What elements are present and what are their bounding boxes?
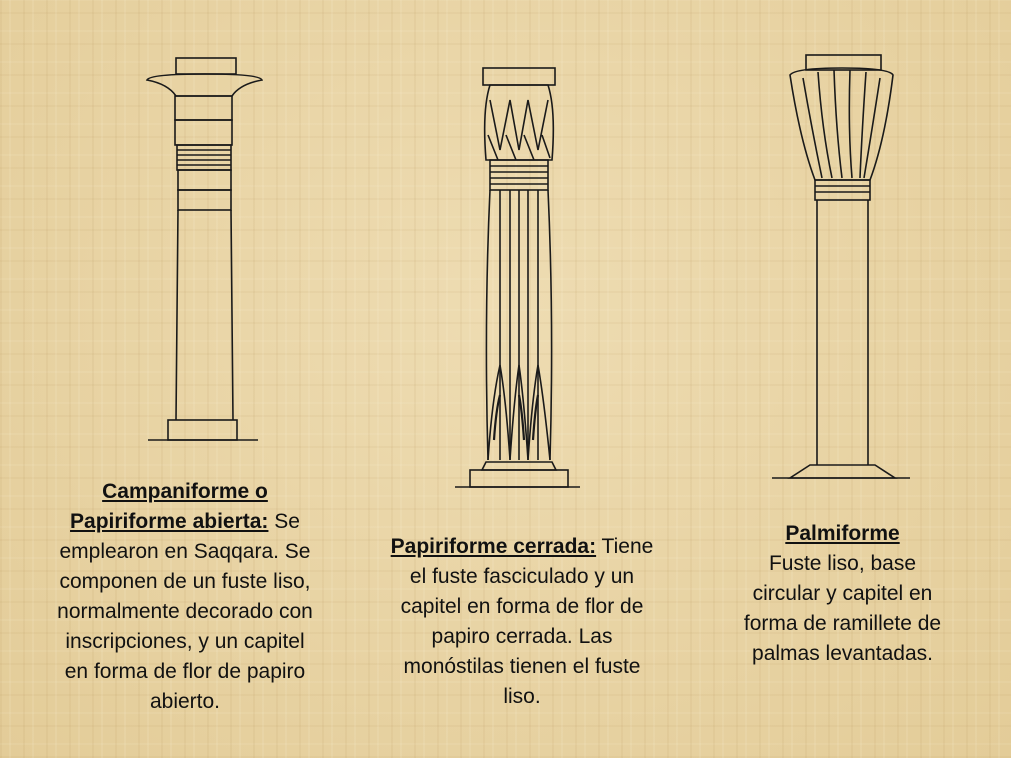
palmiform-title: Palmiforme xyxy=(785,522,900,545)
closed-papyriform-title: Papiriforme cerrada: xyxy=(390,535,597,558)
campaniform-description xyxy=(20,477,350,717)
campaniform-column-drawing xyxy=(147,58,262,440)
palmiform-column-drawing xyxy=(772,55,910,478)
campaniform-title: Campaniforme o Papiriforme abierta: xyxy=(70,480,269,533)
palmiform-body: Fuste liso, base circular y capitel en forma de ramillete de palmas levantadas. xyxy=(743,552,942,665)
closed-papyriform-body: Tiene el fuste fasciculado y un capitel en forma de flor de papiro cerrada. Las monóstilas tienen el fuste liso. xyxy=(400,535,654,708)
palmiform-description xyxy=(710,519,975,669)
closed-papyriform-description xyxy=(352,532,692,712)
campaniform-body: Se emplearon en Saqqara. Se componen de un fuste liso, normalmente decorado con inscripciones, y un capitel en forma de flor de papiro abierto. xyxy=(57,510,313,713)
closed-papyriform-column-drawing xyxy=(455,68,580,487)
